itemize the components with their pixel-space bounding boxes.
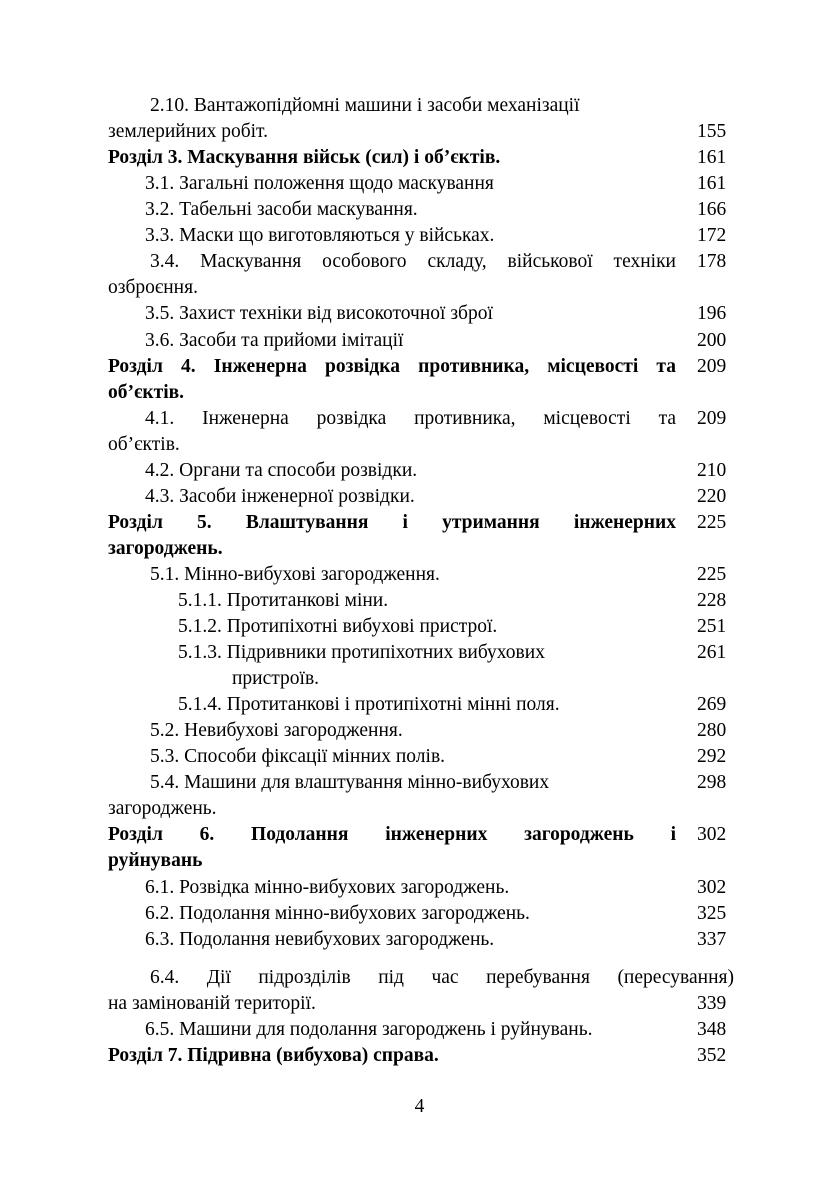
toc-entry-3-4-cont: озброєння.	[108, 277, 198, 298]
toc-entry-5-2: 5.2. Невибухові загородження.	[150, 720, 403, 741]
toc-page-6-4: 339	[697, 993, 727, 1014]
toc-page-6-2: 325	[697, 903, 727, 924]
toc-page-section-6: 302	[697, 824, 727, 845]
toc-page-4-2: 210	[697, 460, 727, 481]
toc-page-section-7: 352	[697, 1045, 727, 1066]
toc-page-section-5: 225	[697, 512, 727, 533]
toc-entry-5-1-2: 5.1.2. Протипіхотні вибухові пристрої.	[178, 616, 498, 637]
toc-entry-5-4-cont: загороджень.	[108, 798, 217, 819]
toc-section-5: Розділ 5. Влаштування і утримання інженерних	[108, 512, 676, 533]
toc-entry-5-1-4: 5.1.4. Протитанкові і протипіхотні мінні поля.	[178, 694, 560, 715]
toc-page-3-3: 172	[697, 225, 727, 246]
toc-page-5-1-1: 228	[697, 590, 727, 611]
toc-page-3-6: 200	[697, 330, 727, 351]
toc-page-5-3: 292	[697, 746, 727, 767]
toc-entry-3-1: 3.1. Загальні положення щодо маскування	[145, 173, 494, 194]
toc-entry-3-6: 3.6. Засоби та прийоми імітації	[145, 330, 404, 351]
toc-page-section-4: 209	[697, 356, 727, 377]
toc-page-3-1: 161	[697, 173, 727, 194]
toc-entry-2-10: 2.10. Вантажопідйомні машини і засоби механізації	[150, 95, 580, 116]
toc-entry-6-2: 6.2. Подолання мінно-вибухових загороджень.	[145, 903, 530, 924]
toc-page-6-5: 348	[697, 1019, 727, 1040]
toc-page-6-1: 302	[697, 877, 727, 898]
toc-page-3-5: 196	[697, 303, 727, 324]
toc-entry-2-10-cont: землерийних робіт.	[108, 121, 268, 142]
toc-entry-5-1-1: 5.1.1. Протитанкові міни.	[178, 590, 389, 611]
toc-entry-3-2: 3.2. Табельні засоби маскування.	[145, 199, 418, 220]
toc-entry-3-3: 3.3. Маски що виготовляються у військах.	[145, 225, 495, 246]
toc-section-4-cont: об’єктів.	[108, 382, 185, 403]
toc-entry-6-4-cont: на замінованій території.	[108, 993, 316, 1014]
toc-section-6-cont: руйнувань	[108, 850, 203, 871]
toc-entry-4-2: 4.2. Органи та способи розвідки.	[145, 460, 418, 481]
toc-page-3-2: 166	[697, 199, 727, 220]
toc-page-section-3: 161	[697, 147, 727, 168]
toc-section-3: Розділ 3. Маскування військ (сил) і об’єктів.	[108, 147, 501, 168]
toc-page-5-4: 298	[697, 772, 727, 793]
toc-page-6-3: 337	[697, 929, 727, 950]
toc-entry-5-1: 5.1. Мінно-вибухові загородження.	[150, 564, 440, 585]
toc-entry-4-1: 4.1. Інженерна розвідка противника, місцевості та	[145, 408, 676, 429]
toc-entry-6-3: 6.3. Подолання невибухових загороджень.	[145, 929, 495, 950]
toc-page-5-1: 225	[697, 564, 727, 585]
toc-entry-5-4: 5.4. Машини для влаштування мінно-вибухових	[150, 772, 550, 793]
toc-section-5-cont: загороджень.	[108, 538, 223, 559]
toc-entry-6-4: 6.4. Дії підрозділів під час перебування (пересування)	[150, 967, 734, 988]
toc-page-4-3: 220	[697, 486, 727, 507]
toc-entry-6-1: 6.1. Розвідка мінно-вибухових загороджень.	[145, 877, 510, 898]
toc-page-3-4: 178	[697, 251, 727, 272]
toc-entry-4-3: 4.3. Засоби інженерної розвідки.	[145, 486, 415, 507]
toc-section-7: Розділ 7. Підривна (вибухова) справа.	[108, 1045, 439, 1066]
toc-entry-5-1-3-cont: пристроїв.	[232, 668, 320, 689]
toc-section-4: Розділ 4. Інженерна розвідка противника, місцевості та	[108, 356, 676, 377]
toc-page-5-2: 280	[697, 720, 727, 741]
toc-page-5-1-4: 269	[697, 694, 727, 715]
toc-entry-5-3: 5.3. Способи фіксації мінних полів.	[150, 746, 446, 767]
toc-entry-4-1-cont: об’єктів.	[108, 434, 180, 455]
toc-page-2-10: 155	[697, 121, 727, 142]
toc-page-5-1-3: 261	[697, 642, 727, 663]
toc-section-6: Розділ 6. Подолання інженерних загороджень і	[108, 824, 676, 845]
toc-entry-3-4: 3.4. Маскування особового складу, військової техніки	[150, 251, 676, 272]
toc-entry-6-5: 6.5. Машини для подолання загороджень і руйнувань.	[145, 1019, 593, 1040]
toc-page-4-1: 209	[697, 408, 727, 429]
toc-entry-5-1-3: 5.1.3. Підривники протипіхотних вибухових	[178, 642, 545, 663]
page-number: 4	[414, 1096, 425, 1117]
toc-page-5-1-2: 251	[697, 616, 727, 637]
toc-entry-3-5: 3.5. Захист техніки від високоточної зброї	[145, 303, 493, 324]
